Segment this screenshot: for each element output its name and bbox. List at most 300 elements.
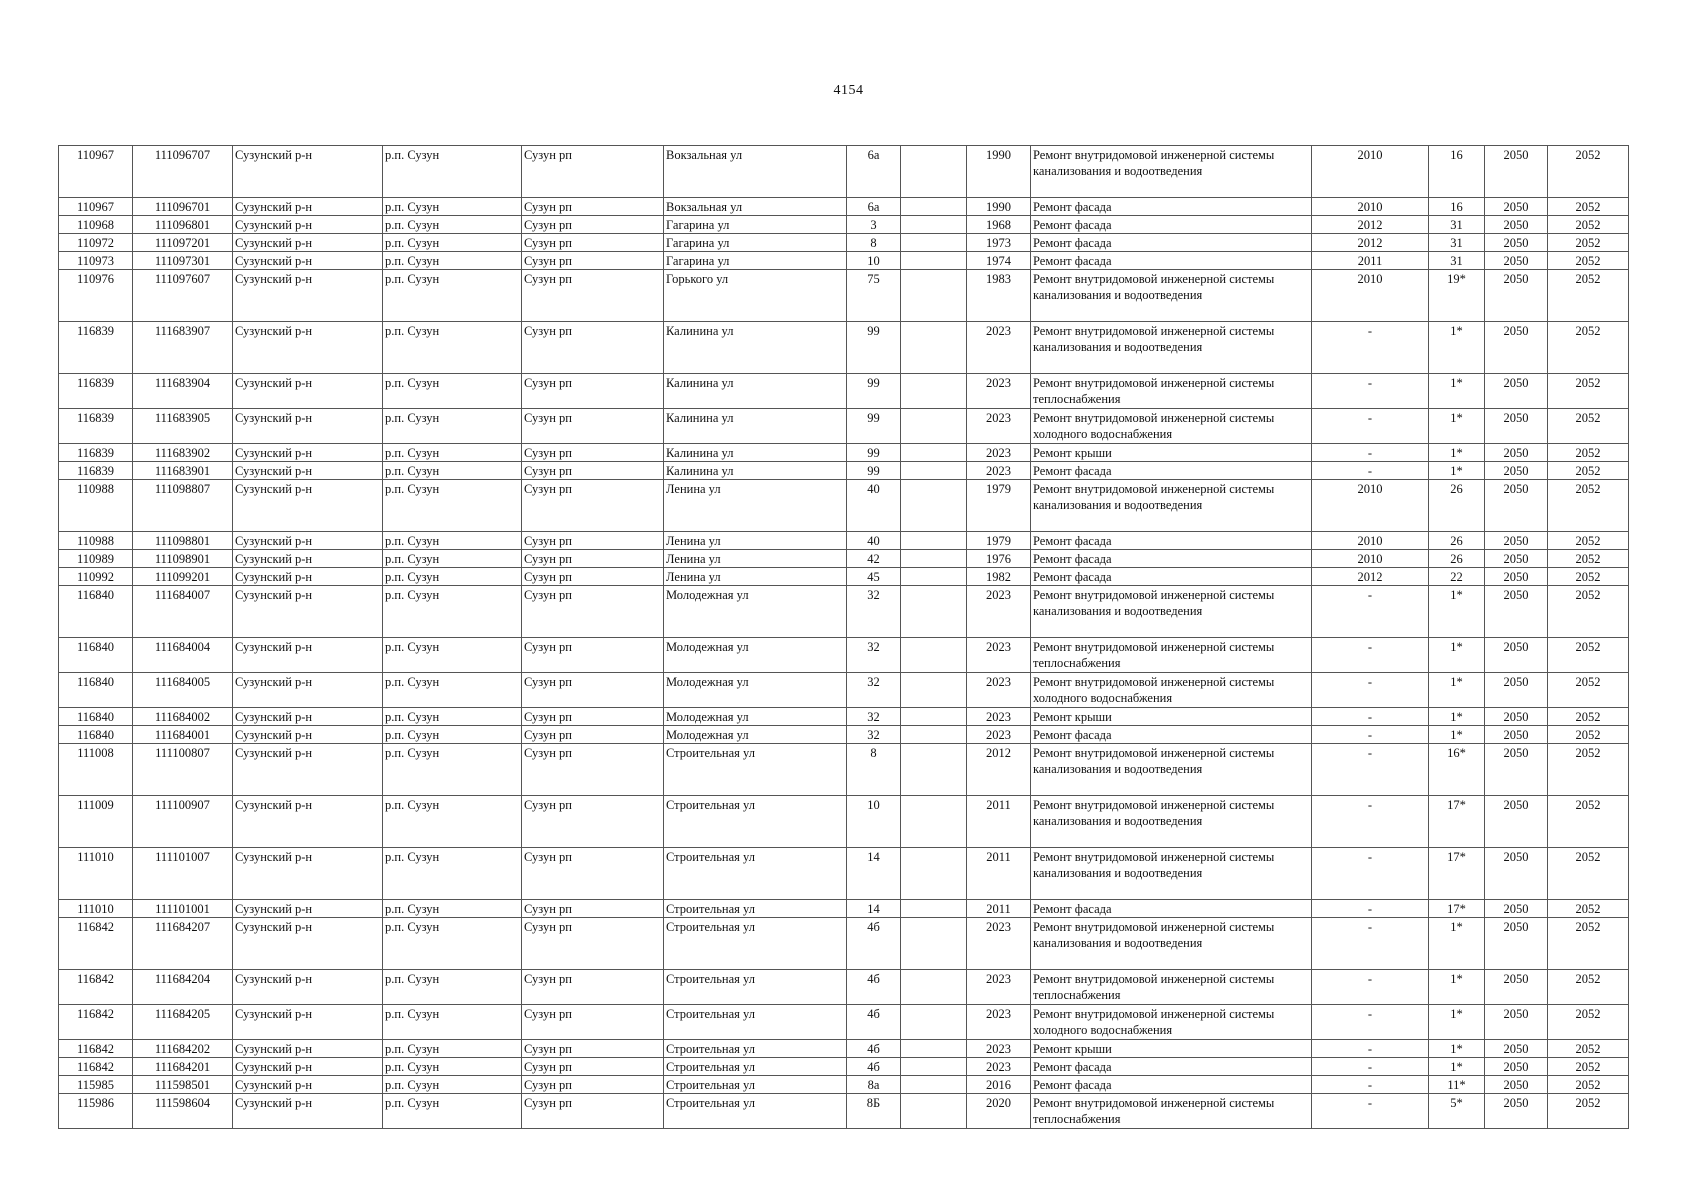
plan-end-cell: 2052 [1548,270,1629,322]
work-type-cell: Ремонт внутридомовой инженерной системы теплоснабжения [1031,970,1312,1005]
building-cell [901,673,967,708]
wear-cell: 1* [1429,918,1485,970]
district-cell: Сузунский р-н [233,848,383,900]
table-row [59,1076,1629,1094]
settlement-cell: р.п. Сузун [383,970,522,1005]
record-id-cell: 111098901 [133,550,233,568]
street-cell: Ленина ул [664,480,847,532]
building-cell [901,900,967,918]
wear-cell: 16 [1429,146,1485,198]
last-repair-year-cell: 2011 [1312,252,1429,270]
work-type-cell: Ремонт крыши [1031,444,1312,462]
object-id-cell: 116840 [59,708,133,726]
wear-cell: 1* [1429,462,1485,480]
table-row [59,918,1629,970]
locality-cell: Сузун рп [522,726,664,744]
record-id-cell: 111100907 [133,796,233,848]
table-row [59,1040,1629,1058]
locality-cell: Сузун рп [522,198,664,216]
plan-start-cell: 2050 [1485,568,1548,586]
record-id-cell: 111097607 [133,270,233,322]
year-built-cell: 2023 [967,444,1031,462]
district-cell: Сузунский р-н [233,970,383,1005]
plan-end-cell: 2052 [1548,970,1629,1005]
work-type-cell: Ремонт внутридомовой инженерной системы теплоснабжения [1031,638,1312,673]
plan-end-cell: 2052 [1548,146,1629,198]
year-built-cell: 2011 [967,796,1031,848]
record-id-cell: 111684005 [133,673,233,708]
locality-cell: Сузун рп [522,462,664,480]
wear-cell: 1* [1429,409,1485,444]
street-cell: Строительная ул [664,848,847,900]
building-cell [901,744,967,796]
district-cell: Сузунский р-н [233,532,383,550]
record-id-cell: 111684007 [133,586,233,638]
page-number: 4154 [833,83,864,98]
work-type-cell: Ремонт крыши [1031,1040,1312,1058]
work-type-cell: Ремонт внутридомовой инженерной системы канализования и водоотведения [1031,480,1312,532]
object-id-cell: 116842 [59,1040,133,1058]
plan-end-cell: 2052 [1548,252,1629,270]
work-type-cell: Ремонт фасада [1031,726,1312,744]
district-cell: Сузунский р-н [233,673,383,708]
wear-cell: 26 [1429,550,1485,568]
building-cell [901,918,967,970]
last-repair-year-cell: - [1312,796,1429,848]
building-cell [901,796,967,848]
wear-cell: 1* [1429,673,1485,708]
work-type-cell: Ремонт внутридомовой инженерной системы холодного водоснабжения [1031,409,1312,444]
object-id-cell: 110988 [59,480,133,532]
house-cell: 99 [847,322,901,374]
work-type-cell: Ремонт крыши [1031,708,1312,726]
object-id-cell: 116840 [59,673,133,708]
object-id-cell: 111010 [59,900,133,918]
last-repair-year-cell: 2012 [1312,216,1429,234]
district-cell: Сузунский р-н [233,252,383,270]
last-repair-year-cell: - [1312,1005,1429,1040]
building-cell [901,708,967,726]
work-type-cell: Ремонт фасада [1031,462,1312,480]
work-type-cell: Ремонт внутридомовой инженерной системы теплоснабжения [1031,374,1312,409]
year-built-cell: 2023 [967,970,1031,1005]
locality-cell: Сузун рп [522,444,664,462]
wear-cell: 1* [1429,374,1485,409]
building-cell [901,146,967,198]
street-cell: Молодежная ул [664,673,847,708]
table-row [59,322,1629,374]
object-id-cell: 116842 [59,970,133,1005]
record-id-cell: 111684201 [133,1058,233,1076]
object-id-cell: 116842 [59,918,133,970]
locality-cell: Сузун рп [522,1076,664,1094]
record-id-cell: 111100807 [133,744,233,796]
street-cell: Строительная ул [664,1005,847,1040]
street-cell: Гагарина ул [664,234,847,252]
settlement-cell: р.п. Сузун [383,1058,522,1076]
work-type-cell: Ремонт внутридомовой инженерной системы канализования и водоотведения [1031,918,1312,970]
building-cell [901,550,967,568]
district-cell: Сузунский р-н [233,1058,383,1076]
district-cell: Сузунский р-н [233,1076,383,1094]
year-built-cell: 1982 [967,568,1031,586]
last-repair-year-cell: - [1312,322,1429,374]
table-row [59,462,1629,480]
plan-end-cell: 2052 [1548,234,1629,252]
last-repair-year-cell: - [1312,638,1429,673]
work-type-cell: Ремонт фасада [1031,1058,1312,1076]
locality-cell: Сузун рп [522,216,664,234]
plan-start-cell: 2050 [1485,444,1548,462]
district-cell: Сузунский р-н [233,726,383,744]
settlement-cell: р.п. Сузун [383,444,522,462]
table-row [59,1058,1629,1076]
object-id-cell: 115986 [59,1094,133,1129]
table-row [59,270,1629,322]
locality-cell: Сузун рп [522,1040,664,1058]
plan-end-cell: 2052 [1548,1058,1629,1076]
district-cell: Сузунский р-н [233,586,383,638]
locality-cell: Сузун рп [522,918,664,970]
plan-end-cell: 2052 [1548,216,1629,234]
plan-start-cell: 2050 [1485,146,1548,198]
house-cell: 32 [847,586,901,638]
year-built-cell: 2023 [967,586,1031,638]
building-cell [901,216,967,234]
table-row [59,216,1629,234]
record-id-cell: 111096801 [133,216,233,234]
record-id-cell: 111101007 [133,848,233,900]
district-cell: Сузунский р-н [233,638,383,673]
district-cell: Сузунский р-н [233,462,383,480]
table-row [59,586,1629,638]
record-id-cell: 111683904 [133,374,233,409]
locality-cell: Сузун рп [522,900,664,918]
house-cell: 8 [847,234,901,252]
settlement-cell: р.п. Сузун [383,568,522,586]
plan-start-cell: 2050 [1485,1040,1548,1058]
district-cell: Сузунский р-н [233,744,383,796]
wear-cell: 31 [1429,252,1485,270]
district-cell: Сузунский р-н [233,409,383,444]
street-cell: Строительная ул [664,1040,847,1058]
work-type-cell: Ремонт внутридомовой инженерной системы канализования и водоотведения [1031,796,1312,848]
last-repair-year-cell: 2012 [1312,568,1429,586]
object-id-cell: 110973 [59,252,133,270]
record-id-cell: 111598604 [133,1094,233,1129]
year-built-cell: 2023 [967,708,1031,726]
plan-start-cell: 2050 [1485,848,1548,900]
street-cell: Строительная ул [664,918,847,970]
wear-cell: 16* [1429,744,1485,796]
table-row [59,1094,1629,1129]
street-cell: Строительная ул [664,1094,847,1129]
record-id-cell: 111098801 [133,532,233,550]
building-cell [901,234,967,252]
building-cell [901,409,967,444]
street-cell: Строительная ул [664,970,847,1005]
wear-cell: 1* [1429,1040,1485,1058]
settlement-cell: р.п. Сузун [383,462,522,480]
plan-end-cell: 2052 [1548,480,1629,532]
table-row [59,744,1629,796]
settlement-cell: р.п. Сузун [383,744,522,796]
settlement-cell: р.п. Сузун [383,374,522,409]
settlement-cell: р.п. Сузун [383,234,522,252]
object-id-cell: 110992 [59,568,133,586]
plan-start-cell: 2050 [1485,900,1548,918]
building-cell [901,444,967,462]
plan-end-cell: 2052 [1548,198,1629,216]
building-cell [901,726,967,744]
last-repair-year-cell: 2010 [1312,550,1429,568]
last-repair-year-cell: - [1312,374,1429,409]
house-cell: 6а [847,146,901,198]
table-row [59,726,1629,744]
house-cell: 99 [847,462,901,480]
record-id-cell: 111096701 [133,198,233,216]
house-cell: 4б [847,1005,901,1040]
wear-cell: 1* [1429,1058,1485,1076]
year-built-cell: 1968 [967,216,1031,234]
building-cell [901,270,967,322]
table-row [59,638,1629,673]
street-cell: Гагарина ул [664,216,847,234]
last-repair-year-cell: - [1312,586,1429,638]
record-id-cell: 111684002 [133,708,233,726]
settlement-cell: р.п. Сузун [383,1005,522,1040]
year-built-cell: 2023 [967,673,1031,708]
plan-end-cell: 2052 [1548,444,1629,462]
last-repair-year-cell: - [1312,444,1429,462]
building-cell [901,1040,967,1058]
street-cell: Гагарина ул [664,252,847,270]
plan-start-cell: 2050 [1485,462,1548,480]
settlement-cell: р.п. Сузун [383,270,522,322]
last-repair-year-cell: - [1312,848,1429,900]
house-cell: 99 [847,374,901,409]
locality-cell: Сузун рп [522,970,664,1005]
district-cell: Сузунский р-н [233,900,383,918]
house-cell: 40 [847,480,901,532]
plan-start-cell: 2050 [1485,198,1548,216]
plan-start-cell: 2050 [1485,270,1548,322]
wear-cell: 17* [1429,848,1485,900]
wear-cell: 26 [1429,532,1485,550]
wear-cell: 1* [1429,322,1485,374]
house-cell: 4б [847,918,901,970]
locality-cell: Сузун рп [522,673,664,708]
wear-cell: 11* [1429,1076,1485,1094]
plan-end-cell: 2052 [1548,1040,1629,1058]
year-built-cell: 2016 [967,1076,1031,1094]
record-id-cell: 111683901 [133,462,233,480]
building-cell [901,638,967,673]
wear-cell: 17* [1429,796,1485,848]
locality-cell: Сузун рп [522,409,664,444]
record-id-cell: 111099201 [133,568,233,586]
year-built-cell: 2012 [967,744,1031,796]
wear-cell: 1* [1429,708,1485,726]
street-cell: Ленина ул [664,532,847,550]
year-built-cell: 1976 [967,550,1031,568]
house-cell: 8 [847,744,901,796]
last-repair-year-cell: - [1312,970,1429,1005]
building-cell [901,480,967,532]
settlement-cell: р.п. Сузун [383,322,522,374]
record-id-cell: 111096707 [133,146,233,198]
wear-cell: 1* [1429,1005,1485,1040]
locality-cell: Сузун рп [522,638,664,673]
locality-cell: Сузун рп [522,708,664,726]
last-repair-year-cell: - [1312,1094,1429,1129]
table-row [59,409,1629,444]
building-cell [901,1058,967,1076]
plan-end-cell: 2052 [1548,462,1629,480]
year-built-cell: 2011 [967,848,1031,900]
settlement-cell: р.п. Сузун [383,726,522,744]
year-built-cell: 1979 [967,480,1031,532]
building-cell [901,586,967,638]
locality-cell: Сузун рп [522,234,664,252]
record-id-cell: 111684207 [133,918,233,970]
settlement-cell: р.п. Сузун [383,409,522,444]
district-cell: Сузунский р-н [233,198,383,216]
year-built-cell: 2023 [967,1058,1031,1076]
work-type-cell: Ремонт внутридомовой инженерной системы канализования и водоотведения [1031,848,1312,900]
settlement-cell: р.п. Сузун [383,198,522,216]
last-repair-year-cell: - [1312,673,1429,708]
plan-start-cell: 2050 [1485,374,1548,409]
work-type-cell: Ремонт внутридомовой инженерной системы холодного водоснабжения [1031,1005,1312,1040]
district-cell: Сузунский р-н [233,708,383,726]
plan-end-cell: 2052 [1548,638,1629,673]
work-type-cell: Ремонт фасада [1031,216,1312,234]
settlement-cell: р.п. Сузун [383,900,522,918]
locality-cell: Сузун рп [522,374,664,409]
building-cell [901,374,967,409]
locality-cell: Сузун рп [522,270,664,322]
table-row [59,146,1629,198]
object-id-cell: 116839 [59,374,133,409]
work-type-cell: Ремонт внутридомовой инженерной системы канализования и водоотведения [1031,586,1312,638]
year-built-cell: 2023 [967,1040,1031,1058]
work-type-cell: Ремонт фасада [1031,532,1312,550]
work-type-cell: Ремонт фасада [1031,252,1312,270]
house-cell: 14 [847,848,901,900]
object-id-cell: 111008 [59,744,133,796]
wear-cell: 19* [1429,270,1485,322]
plan-end-cell: 2052 [1548,708,1629,726]
plan-end-cell: 2052 [1548,848,1629,900]
wear-cell: 26 [1429,480,1485,532]
locality-cell: Сузун рп [522,1094,664,1129]
locality-cell: Сузун рп [522,532,664,550]
locality-cell: Сузун рп [522,586,664,638]
district-cell: Сузунский р-н [233,234,383,252]
year-built-cell: 1979 [967,532,1031,550]
last-repair-year-cell: 2010 [1312,146,1429,198]
last-repair-year-cell: - [1312,1076,1429,1094]
settlement-cell: р.п. Сузун [383,1040,522,1058]
street-cell: Горького ул [664,270,847,322]
work-type-cell: Ремонт фасада [1031,198,1312,216]
table-row [59,900,1629,918]
plan-end-cell: 2052 [1548,1076,1629,1094]
last-repair-year-cell: - [1312,409,1429,444]
year-built-cell: 2023 [967,726,1031,744]
year-built-cell: 1973 [967,234,1031,252]
table-row [59,796,1629,848]
work-type-cell: Ремонт внутридомовой инженерной системы канализования и водоотведения [1031,270,1312,322]
record-id-cell: 111101001 [133,900,233,918]
object-id-cell: 116839 [59,409,133,444]
settlement-cell: р.п. Сузун [383,638,522,673]
year-built-cell: 2023 [967,374,1031,409]
record-id-cell: 111683902 [133,444,233,462]
wear-cell: 1* [1429,638,1485,673]
last-repair-year-cell: - [1312,726,1429,744]
record-id-cell: 111684202 [133,1040,233,1058]
plan-end-cell: 2052 [1548,1094,1629,1129]
locality-cell: Сузун рп [522,146,664,198]
work-type-cell: Ремонт фасада [1031,900,1312,918]
last-repair-year-cell: 2010 [1312,480,1429,532]
registry-body [59,146,1629,1129]
settlement-cell: р.п. Сузун [383,848,522,900]
plan-start-cell: 2050 [1485,532,1548,550]
district-cell: Сузунский р-н [233,444,383,462]
street-cell: Строительная ул [664,1076,847,1094]
table-row [59,848,1629,900]
record-id-cell: 111098807 [133,480,233,532]
plan-end-cell: 2052 [1548,900,1629,918]
street-cell: Калинина ул [664,322,847,374]
table-row [59,444,1629,462]
settlement-cell: р.п. Сузун [383,673,522,708]
street-cell: Строительная ул [664,1058,847,1076]
work-type-cell: Ремонт фасада [1031,550,1312,568]
locality-cell: Сузун рп [522,322,664,374]
locality-cell: Сузун рп [522,480,664,532]
year-built-cell: 1974 [967,252,1031,270]
building-cell [901,1005,967,1040]
locality-cell: Сузун рп [522,568,664,586]
work-type-cell: Ремонт внутридомовой инженерной системы канализования и водоотведения [1031,322,1312,374]
settlement-cell: р.п. Сузун [383,550,522,568]
plan-end-cell: 2052 [1548,550,1629,568]
table-row [59,673,1629,708]
object-id-cell: 110967 [59,146,133,198]
object-id-cell: 116839 [59,444,133,462]
year-built-cell: 1990 [967,146,1031,198]
street-cell: Молодежная ул [664,708,847,726]
house-cell: 10 [847,796,901,848]
plan-start-cell: 2050 [1485,1094,1548,1129]
record-id-cell: 111598501 [133,1076,233,1094]
work-type-cell: Ремонт фасада [1031,234,1312,252]
locality-cell: Сузун рп [522,1005,664,1040]
record-id-cell: 111683905 [133,409,233,444]
settlement-cell: р.п. Сузун [383,216,522,234]
object-id-cell: 116840 [59,586,133,638]
district-cell: Сузунский р-н [233,1040,383,1058]
last-repair-year-cell: - [1312,900,1429,918]
locality-cell: Сузун рп [522,550,664,568]
plan-end-cell: 2052 [1548,744,1629,796]
year-built-cell: 2011 [967,900,1031,918]
street-cell: Вокзальная ул [664,146,847,198]
